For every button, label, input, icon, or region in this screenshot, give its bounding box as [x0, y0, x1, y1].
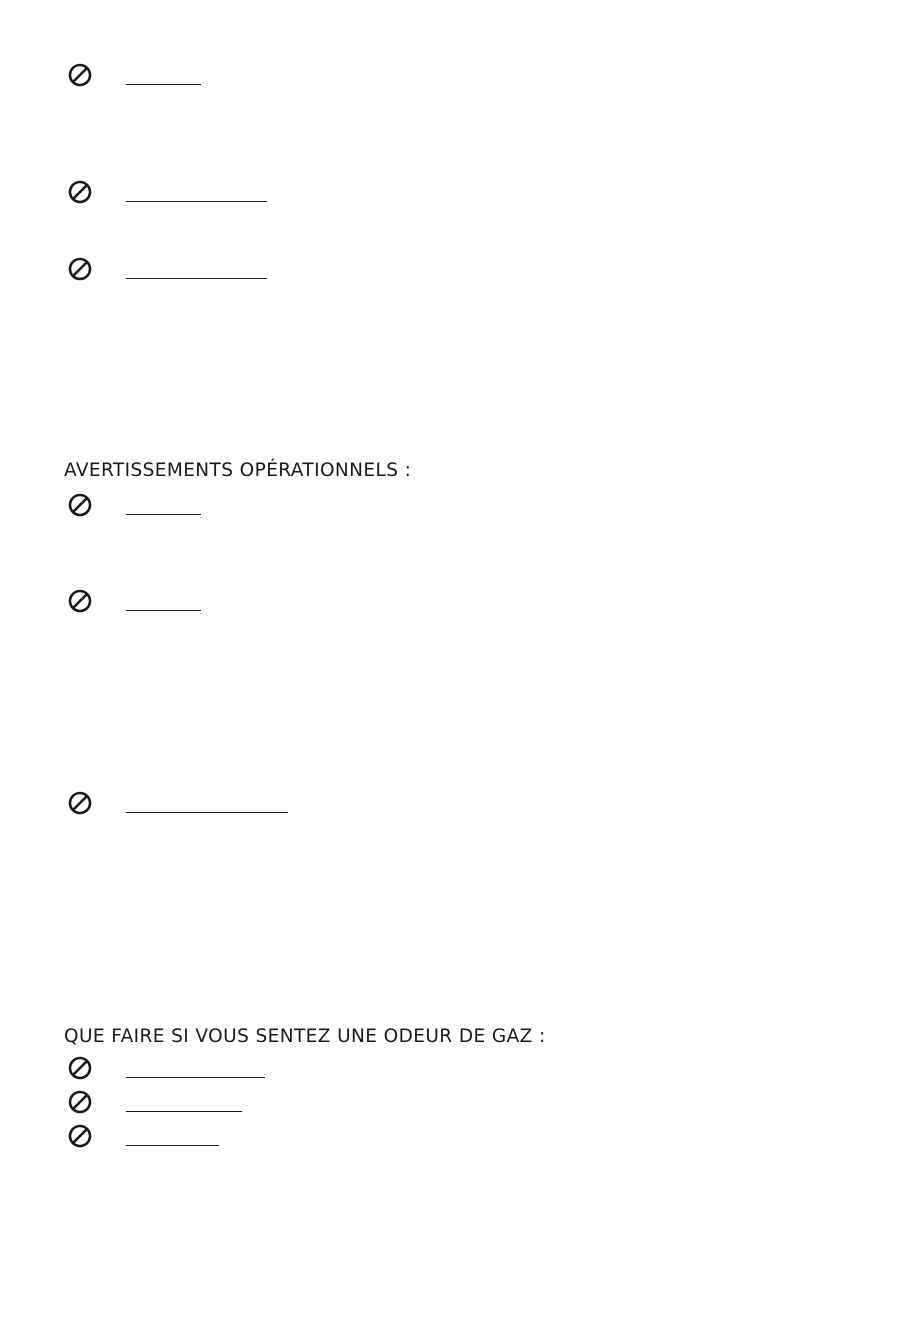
prohibition-icon	[66, 255, 94, 283]
underlined-term	[126, 1145, 219, 1146]
prohibition-icon	[66, 789, 94, 817]
underlined-term	[126, 1077, 265, 1078]
underlined-term	[126, 1111, 242, 1112]
underlined-term	[126, 278, 267, 279]
warning-item	[0, 789, 914, 829]
prohibition-icon	[66, 1054, 94, 1082]
warning-item	[0, 255, 914, 295]
warning-item	[0, 587, 914, 627]
warning-item	[0, 1122, 914, 1162]
underlined-term	[126, 610, 201, 611]
underlined-term	[126, 201, 267, 202]
prohibition-icon	[66, 587, 94, 615]
prohibition-icon	[66, 1122, 94, 1150]
prohibition-icon	[66, 491, 94, 519]
section-heading-gas-odor: QUE FAIRE SI VOUS SENTEZ UNE ODEUR DE GAZ :	[64, 1026, 546, 1047]
prohibition-icon	[66, 61, 94, 89]
warning-item	[0, 61, 914, 101]
underlined-term	[126, 514, 201, 515]
prohibition-icon	[66, 1088, 94, 1116]
underlined-term	[126, 84, 201, 85]
prohibition-icon	[66, 178, 94, 206]
underlined-term	[126, 812, 288, 813]
section-heading-operational-warnings: AVERTISSEMENTS OPÉRATIONNELS :	[64, 460, 412, 481]
warning-item	[0, 178, 914, 218]
warning-item	[0, 491, 914, 531]
